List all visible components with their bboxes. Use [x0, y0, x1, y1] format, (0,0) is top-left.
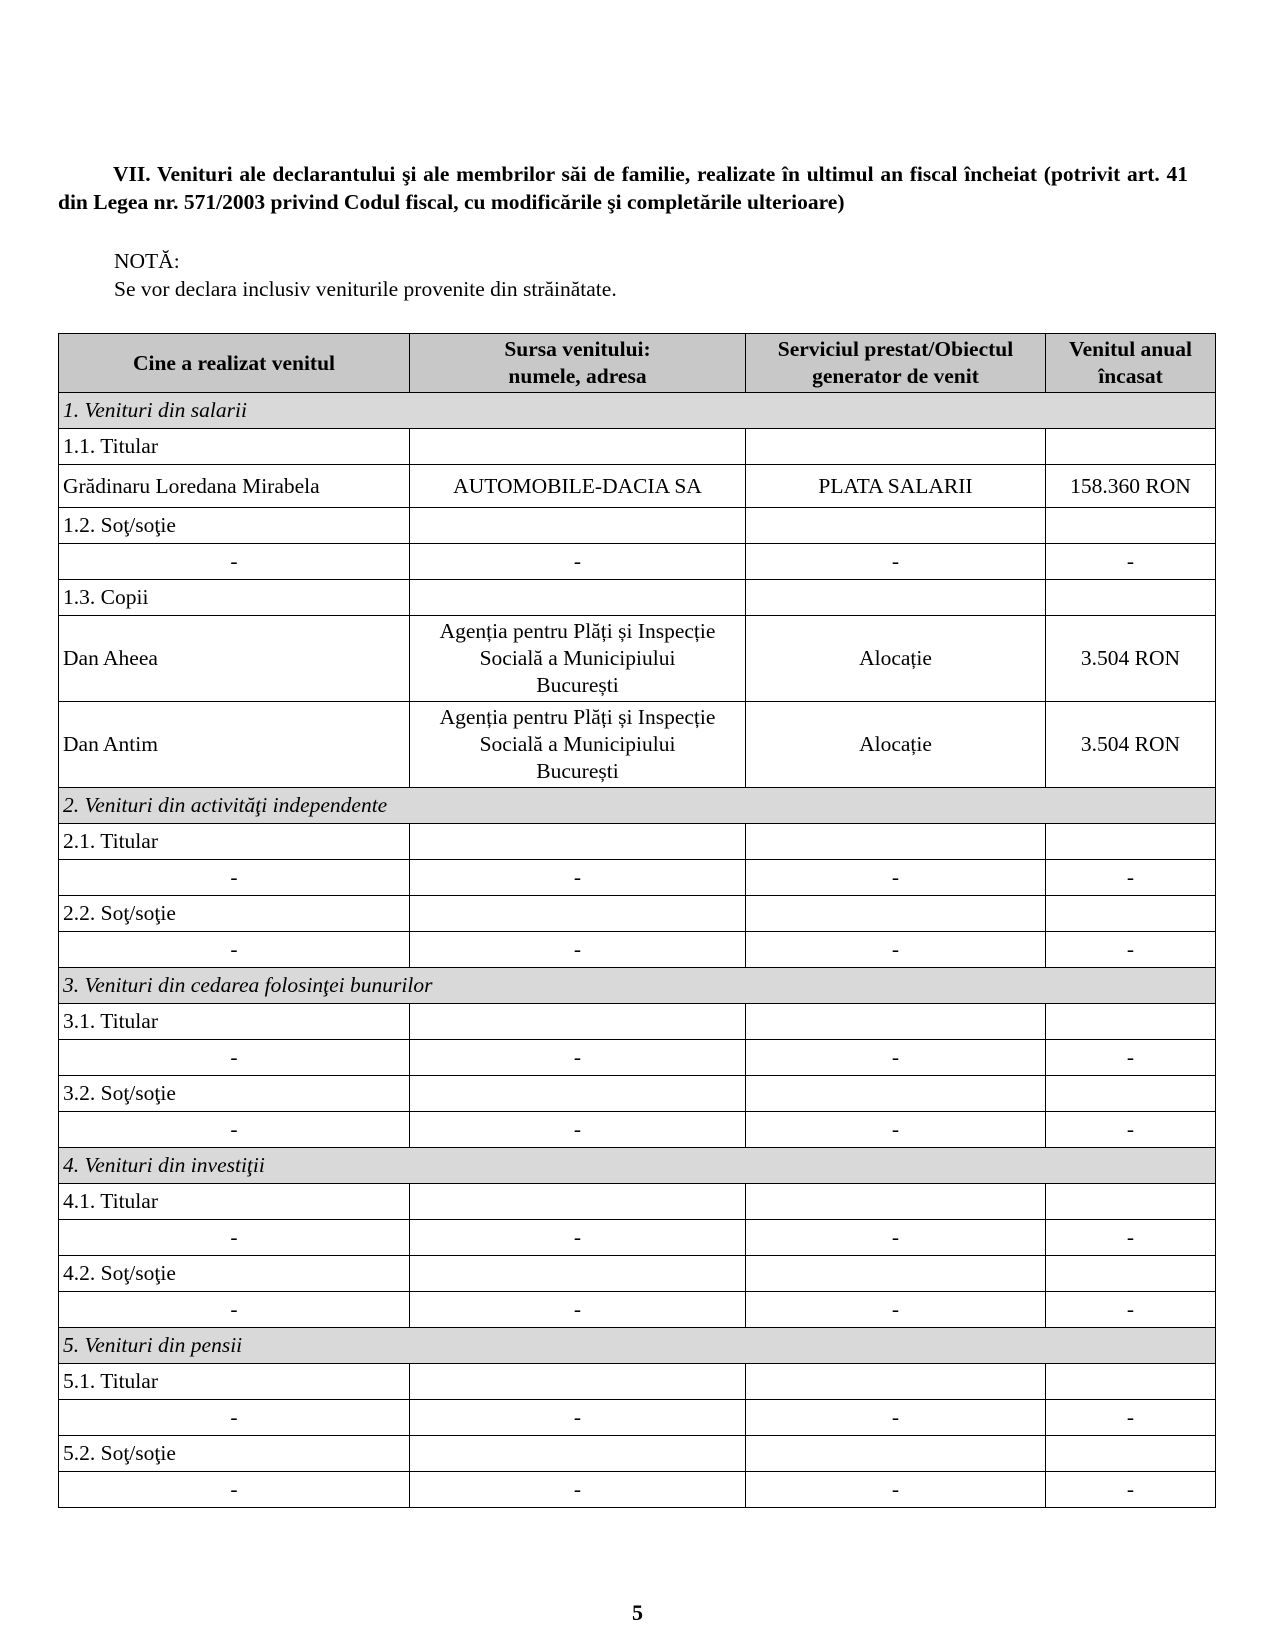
dash-cell: - [410, 1220, 746, 1256]
section-title: 3. Venituri din cedarea folosinţei bunurilor [59, 968, 1216, 1004]
header-amount-line1: Venitul anual [1069, 337, 1192, 361]
empty-cell [410, 429, 746, 465]
dash-cell: - [410, 1292, 746, 1328]
dash-cell: - [1046, 544, 1216, 580]
section-row-investments [59, 1148, 1216, 1184]
dash-cell: - [746, 932, 1046, 968]
subsection-label: 2.2. Soţ/soţie [59, 896, 410, 932]
dash-cell: - [1046, 1220, 1216, 1256]
subsection-label: 4.2. Soţ/soţie [59, 1256, 410, 1292]
dash-cell: - [1046, 932, 1216, 968]
dash-cell: - [746, 1400, 1046, 1436]
section-title: 5. Venituri din pensii [59, 1328, 1216, 1364]
empty-cell [746, 1256, 1046, 1292]
dash-cell: - [59, 1220, 410, 1256]
empty-cell [746, 1184, 1046, 1220]
empty-cell [1046, 1256, 1216, 1292]
subsection-row [59, 1436, 1216, 1472]
empty-cell [410, 1184, 746, 1220]
dash-row [59, 1112, 1216, 1148]
dash-row [59, 1400, 1216, 1436]
empty-cell [746, 580, 1046, 616]
header-source-line1: Sursa venitului: [504, 337, 651, 361]
cell-source [410, 616, 746, 702]
subsection-row [59, 580, 1216, 616]
subsection-row [59, 508, 1216, 544]
source-line: Agenția pentru Plăți și Inspecție [439, 705, 716, 729]
empty-cell [410, 824, 746, 860]
dash-cell: - [746, 1040, 1046, 1076]
empty-cell [410, 1256, 746, 1292]
cell-service: Alocație [746, 616, 1046, 702]
subsection-label: 3.1. Titular [59, 1004, 410, 1040]
cell-service: Alocație [746, 702, 1046, 788]
empty-cell [1046, 508, 1216, 544]
subsection-label: 5.1. Titular [59, 1364, 410, 1400]
subsection-row [59, 1004, 1216, 1040]
dash-cell: - [1046, 1112, 1216, 1148]
cell-service: PLATA SALARII [746, 465, 1046, 508]
dash-row [59, 860, 1216, 896]
empty-cell [1046, 1076, 1216, 1112]
dash-cell: - [1046, 1040, 1216, 1076]
header-service-line2: generator de venit [812, 364, 979, 388]
dash-cell: - [746, 1220, 1046, 1256]
income-table [58, 333, 1216, 1508]
section-heading-text: VII. Venituri ale declarantului şi ale membrilor săi de familie, realizate în ultimul an fiscal încheiat (potrivit art. 41 din Legea nr. 571/2003 privind Codul fiscal, cu modificările şi completările ulterioare) [58, 162, 1188, 214]
cell-source: AUTOMOBILE-DACIA SA [410, 465, 746, 508]
empty-cell [746, 429, 1046, 465]
section-heading [58, 160, 1188, 216]
note-block [114, 247, 1114, 303]
table-row [59, 616, 1216, 702]
empty-cell [1046, 429, 1216, 465]
note-text: Se vor declara inclusiv veniturile provenite din străinătate. [114, 277, 617, 301]
section-row-property-use [59, 968, 1216, 1004]
subsection-row [59, 1184, 1216, 1220]
empty-cell [746, 508, 1046, 544]
dash-cell: - [746, 1472, 1046, 1508]
dash-cell: - [59, 1040, 410, 1076]
empty-cell [410, 1076, 746, 1112]
dash-row [59, 1040, 1216, 1076]
cell-amount: 3.504 RON [1046, 616, 1216, 702]
table-header-row [59, 334, 1216, 393]
dash-cell: - [1046, 1472, 1216, 1508]
cell-who: Dan Antim [59, 702, 410, 788]
empty-cell [410, 896, 746, 932]
dash-cell: - [410, 1112, 746, 1148]
section-row-pensions [59, 1328, 1216, 1364]
dash-cell: - [59, 544, 410, 580]
empty-cell [746, 1364, 1046, 1400]
subsection-label: 2.1. Titular [59, 824, 410, 860]
dash-cell: - [59, 1112, 410, 1148]
section-title: 1. Venituri din salarii [59, 393, 1216, 429]
dash-cell: - [410, 860, 746, 896]
dash-cell: - [59, 1292, 410, 1328]
header-service-line1: Serviciul prestat/Obiectul [777, 337, 1014, 361]
dash-row [59, 1472, 1216, 1508]
empty-cell [410, 1004, 746, 1040]
dash-cell: - [59, 1400, 410, 1436]
source-line: Agenția pentru Plăți și Inspecție [439, 619, 716, 643]
subsection-row [59, 1076, 1216, 1112]
header-who: Cine a realizat venitul [59, 334, 410, 393]
dash-cell: - [59, 932, 410, 968]
dash-cell: - [410, 1472, 746, 1508]
empty-cell [746, 1076, 1046, 1112]
subsection-label: 5.2. Soţ/soţie [59, 1436, 410, 1472]
dash-row [59, 932, 1216, 968]
header-service [746, 334, 1046, 393]
cell-amount: 158.360 RON [1046, 465, 1216, 508]
dash-cell: - [746, 544, 1046, 580]
empty-cell [1046, 1364, 1216, 1400]
section-row-independent [59, 788, 1216, 824]
subsection-label: 4.1. Titular [59, 1184, 410, 1220]
empty-cell [410, 1436, 746, 1472]
source-line: București [536, 759, 619, 783]
header-source [410, 334, 746, 393]
empty-cell [1046, 896, 1216, 932]
empty-cell [410, 508, 746, 544]
cell-who: Dan Aheea [59, 616, 410, 702]
empty-cell [1046, 1004, 1216, 1040]
empty-cell [746, 896, 1046, 932]
subsection-row [59, 1364, 1216, 1400]
dash-cell: - [410, 1400, 746, 1436]
subsection-row [59, 429, 1216, 465]
empty-cell [746, 824, 1046, 860]
section-row-salaries [59, 393, 1216, 429]
dash-cell: - [59, 860, 410, 896]
note-label: NOTĂ: [114, 249, 180, 273]
dash-cell: - [59, 1472, 410, 1508]
page-number: 5 [632, 1600, 643, 1625]
cell-who: Grădinaru Loredana Mirabela [59, 465, 410, 508]
cell-source [410, 702, 746, 788]
source-line: Socială a Municipiului [479, 646, 676, 670]
dash-cell: - [410, 544, 746, 580]
subsection-row [59, 1256, 1216, 1292]
header-amount [1046, 334, 1216, 393]
empty-cell [1046, 824, 1216, 860]
subsection-row [59, 896, 1216, 932]
subsection-label: 1.3. Copii [59, 580, 410, 616]
dash-cell: - [746, 1292, 1046, 1328]
dash-cell: - [1046, 1400, 1216, 1436]
table-row [59, 702, 1216, 788]
subsection-label: 3.2. Soţ/soţie [59, 1076, 410, 1112]
empty-cell [1046, 1184, 1216, 1220]
subsection-label: 1.2. Soţ/soţie [59, 508, 410, 544]
cell-amount: 3.504 RON [1046, 702, 1216, 788]
table-row [59, 465, 1216, 508]
empty-cell [746, 1004, 1046, 1040]
empty-cell [410, 1364, 746, 1400]
source-line: Socială a Municipiului [479, 732, 676, 756]
empty-cell [1046, 580, 1216, 616]
header-source-line2: numele, adresa [508, 364, 647, 388]
header-amount-line2: încasat [1098, 364, 1163, 388]
source-line: București [536, 673, 619, 697]
dash-row [59, 1292, 1216, 1328]
subsection-label: 1.1. Titular [59, 429, 410, 465]
dash-cell: - [410, 1040, 746, 1076]
empty-cell [410, 580, 746, 616]
section-title: 4. Venituri din investiţii [59, 1148, 1216, 1184]
dash-cell: - [410, 932, 746, 968]
dash-cell: - [1046, 860, 1216, 896]
subsection-row [59, 824, 1216, 860]
empty-cell [1046, 1436, 1216, 1472]
dash-cell: - [746, 1112, 1046, 1148]
dash-cell: - [1046, 1292, 1216, 1328]
dash-row [59, 544, 1216, 580]
empty-cell [746, 1436, 1046, 1472]
section-title: 2. Venituri din activităţi independente [59, 788, 1216, 824]
dash-row [59, 1220, 1216, 1256]
dash-cell: - [746, 860, 1046, 896]
